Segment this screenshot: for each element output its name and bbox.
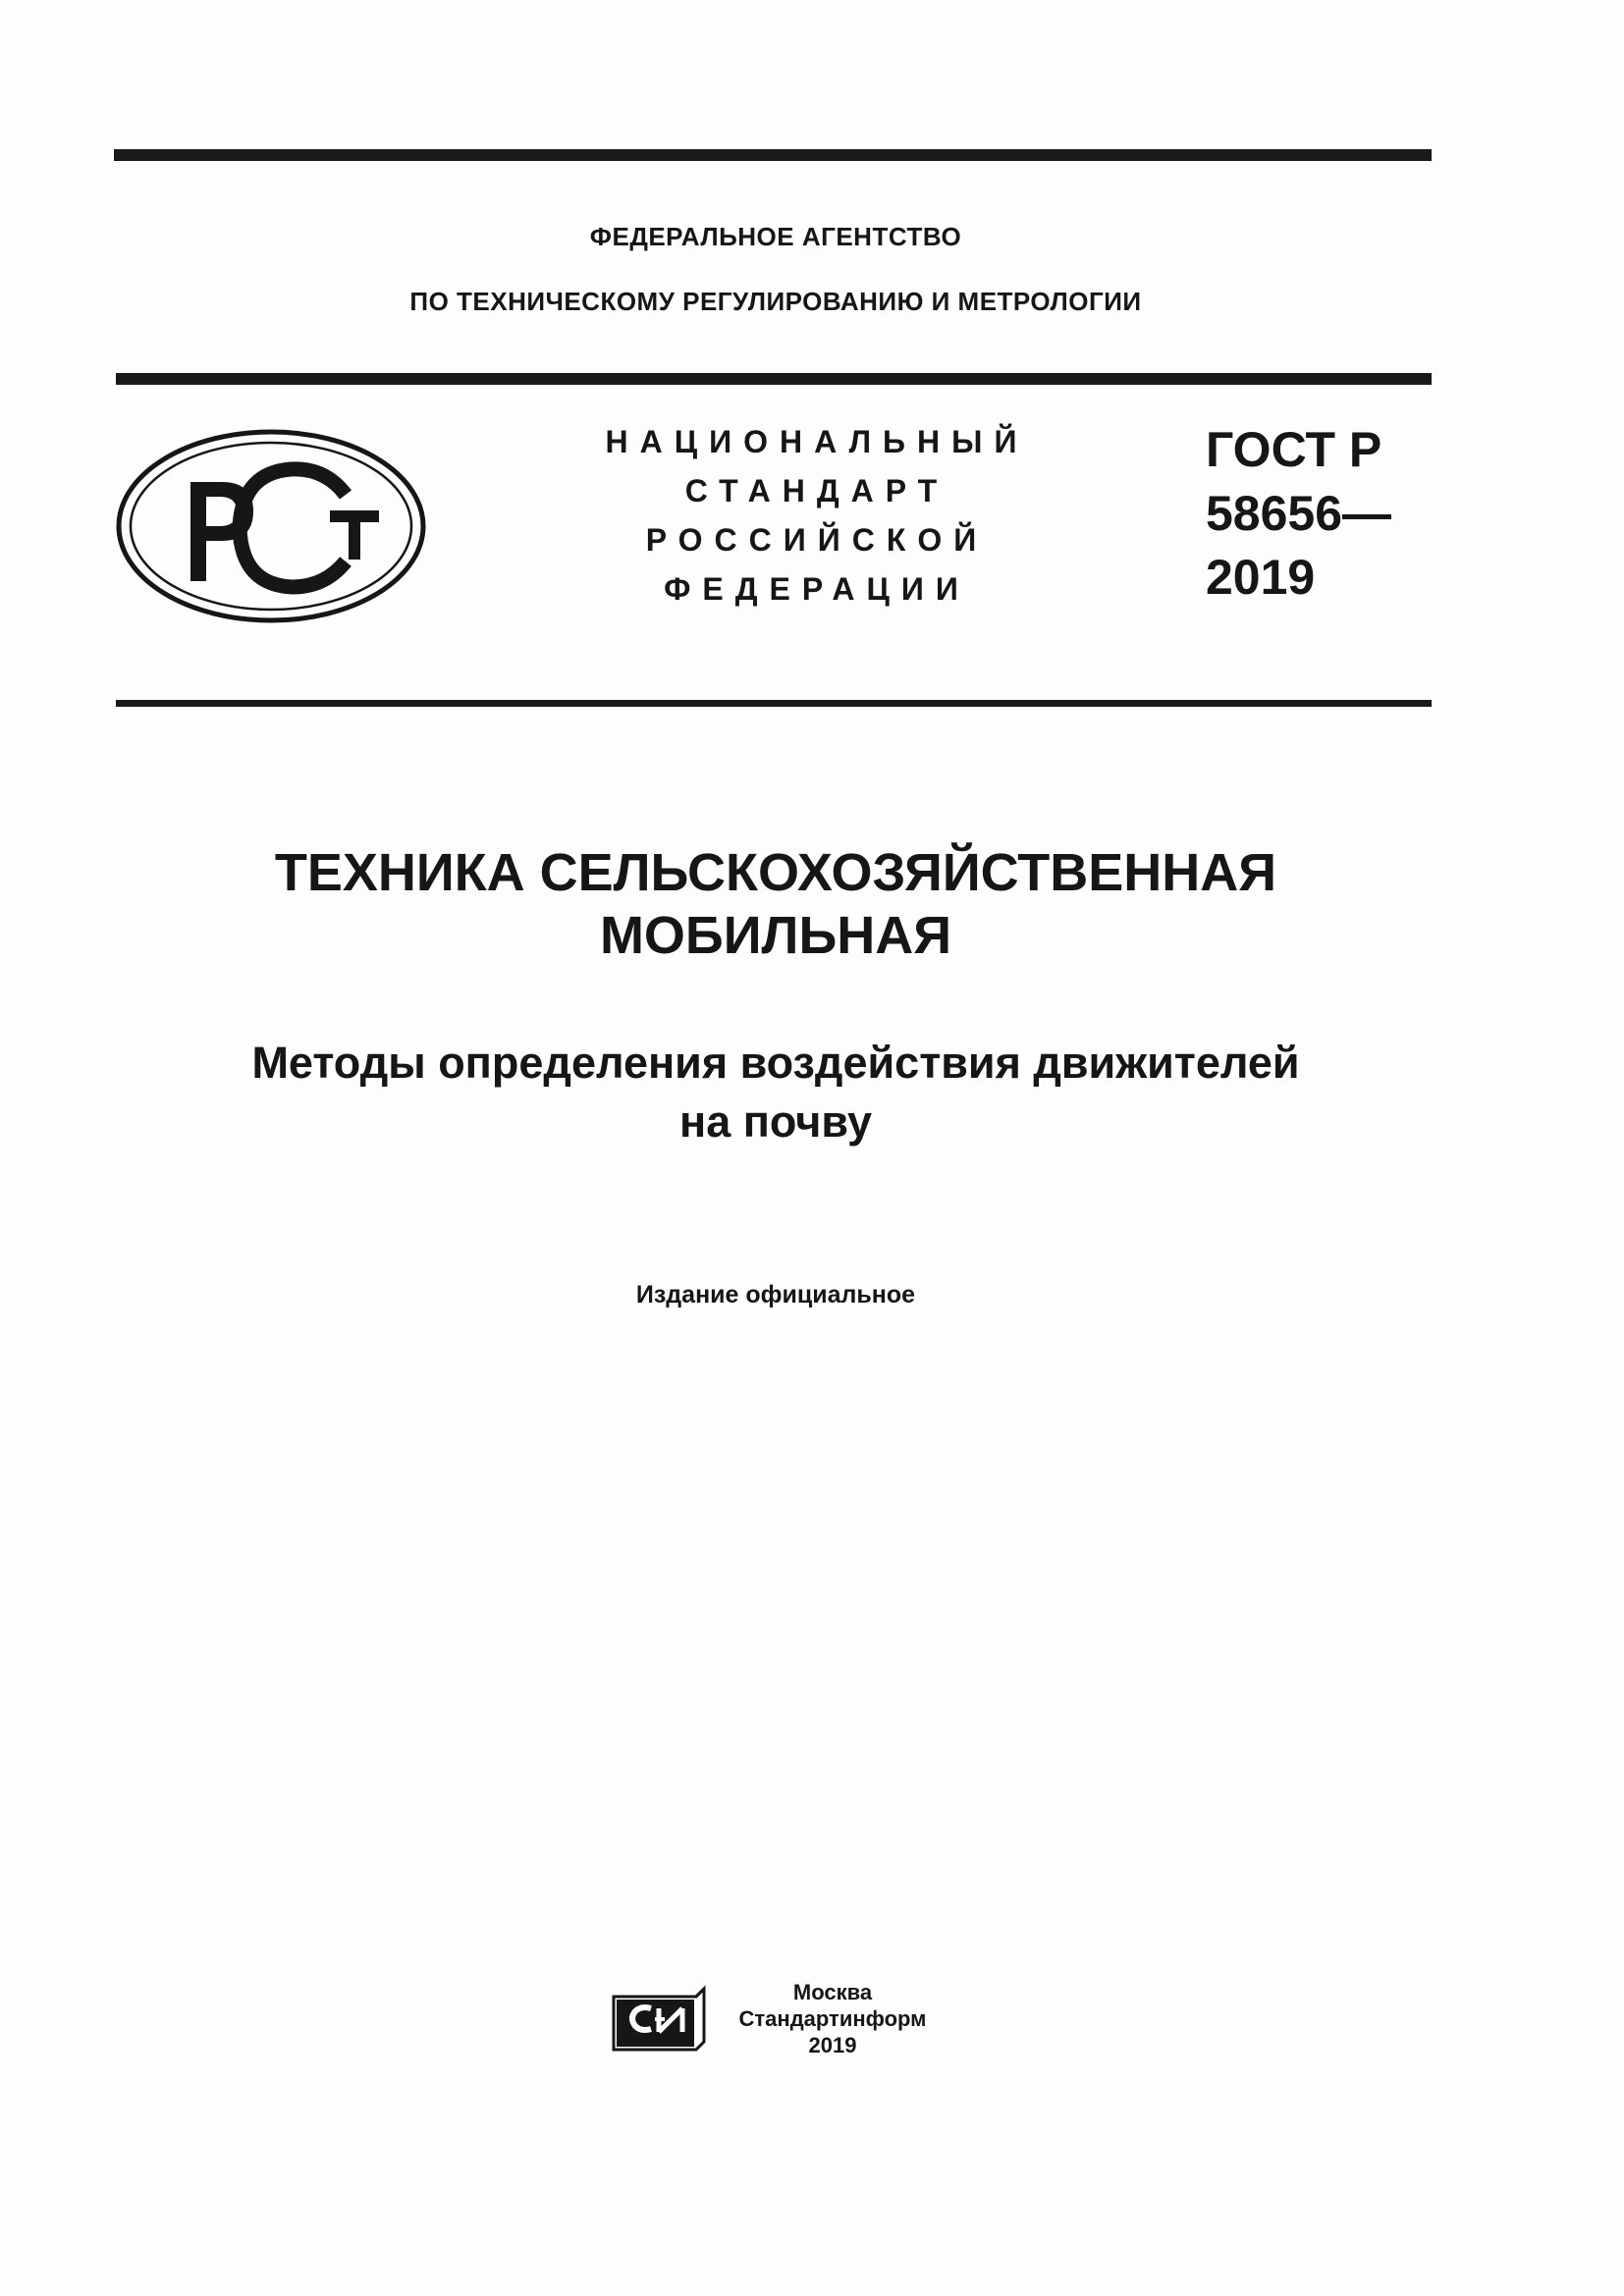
agency-line-2: ПО ТЕХНИЧЕСКОМУ РЕГУЛИРОВАНИЮ И МЕТРОЛОГИИ <box>409 287 1142 316</box>
subtitle-line: Методы определения воздействия движителей <box>251 1038 1300 1088</box>
national-line: НАЦИОНАЛЬНЫЙ <box>605 424 1029 459</box>
gost-designation <box>1206 418 1391 610</box>
top-rule <box>114 149 1432 161</box>
document-subtitle <box>0 1034 1551 1151</box>
title-divider <box>116 700 1432 707</box>
edition-label: Издание официальное <box>635 1281 916 1308</box>
gost-year: 2019 <box>1206 550 1316 605</box>
national-line: РОССИЙСКОЙ <box>645 522 989 558</box>
publisher-info <box>717 1979 948 2058</box>
document-title <box>0 841 1551 967</box>
publisher-name: Стандартинформ <box>738 2006 927 2031</box>
publisher-city: Москва <box>792 1980 873 2004</box>
standartinform-logo <box>612 1979 706 2052</box>
subtitle-line: на почву <box>679 1096 872 1147</box>
publisher-year: 2019 <box>808 2033 857 2057</box>
gost-number: 58656— <box>1206 486 1392 541</box>
national-line: СТАНДАРТ <box>684 473 949 508</box>
gost-prefix: ГОСТ Р <box>1206 422 1382 477</box>
title-line: МОБИЛЬНАЯ <box>599 906 952 965</box>
agency-line-1: ФЕДЕРАЛЬНОЕ АГЕНТСТВО <box>589 222 962 251</box>
header-divider <box>116 373 1432 385</box>
rst-certification-logo <box>114 428 428 624</box>
national-line: ФЕДЕРАЦИИ <box>664 571 970 607</box>
national-standard-label <box>585 417 1049 614</box>
title-line: ТЕХНИКА СЕЛЬСКОХОЗЯЙСТВЕННАЯ <box>274 843 1277 902</box>
